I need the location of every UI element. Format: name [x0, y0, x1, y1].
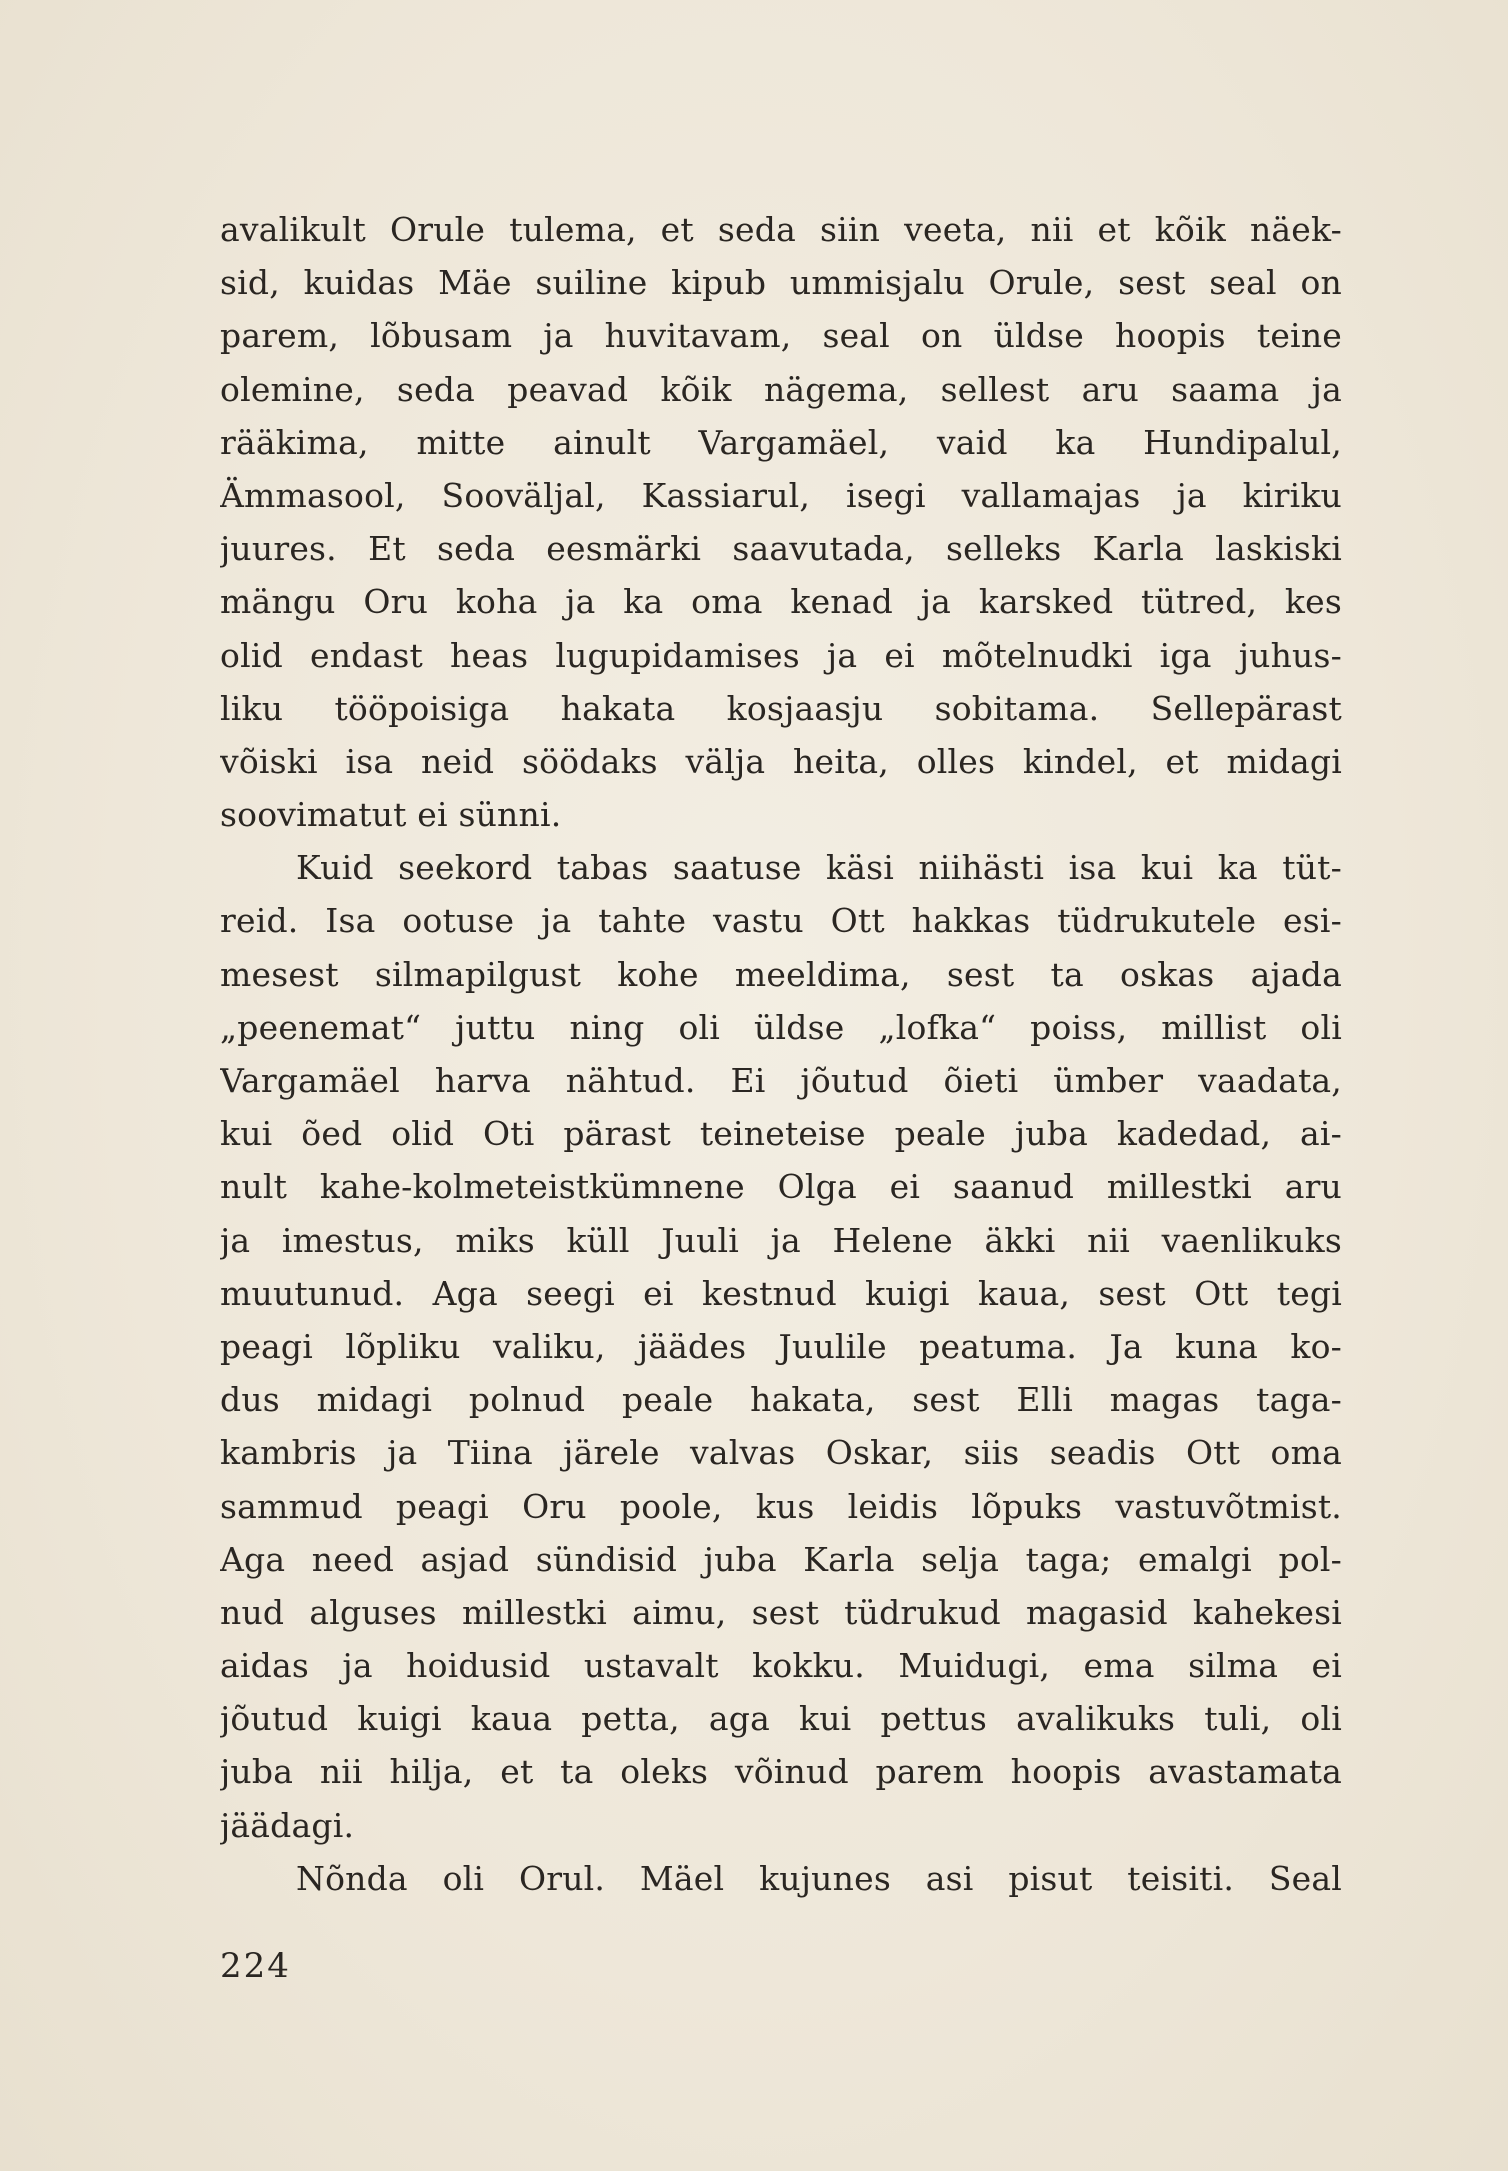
text-line: peagi lõpliku valiku, jäädes Juulile peatuma. Ja kuna ko- — [220, 1326, 1342, 1366]
text-line: olemine, seda peavad kõik nägema, sellest aru saama ja — [220, 369, 1342, 409]
text-line: mesest silmapilgust kohe meeldima, sest ta oskas ajada — [220, 954, 1342, 994]
text-line: ja imestus, miks küll Juuli ja Helene äkki nii vaenlikuks — [220, 1220, 1342, 1260]
text-line: liku tööpoisiga hakata kosjaasju sobitama. Sellepärast — [220, 688, 1342, 728]
text-line: nult kahe-kolmeteistkümnene Olga ei saanud millestki aru — [220, 1167, 1342, 1207]
text-line: sammud peagi Oru poole, kus leidis lõpuks vastuvõtmist. — [220, 1486, 1342, 1526]
text-line: Vargamäel harva nähtud. Ei jõutud õieti ümber vaadata, — [220, 1061, 1342, 1100]
text-line: parem, lõbusam ja huvitavam, seal on üldse hoopis teine — [220, 316, 1342, 356]
body-text — [220, 203, 1342, 1905]
text-line: mängu Oru koha ja ka oma kenad ja karsked tütred, kes — [220, 582, 1342, 622]
text-line: reid. Isa ootuse ja tahte vastu Ott hakkas tüdrukutele esi- — [220, 901, 1342, 941]
text-line: olid endast heas lugupidamises ja ei mõtelnudki iga juhus- — [220, 635, 1342, 675]
text-line: juures. Et seda eesmärki saavutada, selleks Karla laskiski — [220, 529, 1342, 569]
text-line: jõutud kuigi kaua petta, aga kui pettus avalikuks tuli, oli — [220, 1699, 1342, 1739]
text-line: kui õed olid Oti pärast teineteise peale juba kadedad, ai- — [220, 1114, 1342, 1154]
text-line: Aga need asjad sündisid juba Karla selja taga; emalgi pol- — [220, 1539, 1342, 1579]
text-line: Kuid seekord tabas saatuse käsi niihästi isa kui ka tüt- — [296, 848, 1342, 888]
text-line: võiski isa neid söödaks välja heita, olles kindel, et midagi — [220, 741, 1342, 781]
text-line: aidas ja hoidusid ustavalt kokku. Muidugi, ema silma ei — [220, 1646, 1342, 1686]
text-line: nud alguses millestki aimu, sest tüdrukud magasid kahekesi — [220, 1592, 1342, 1632]
text-line: rääkima, mitte ainult Vargamäel, vaid ka Hundipalul, — [220, 422, 1342, 462]
text-line: jäädagi. — [220, 1805, 355, 1845]
text-line: dus midagi polnud peale hakata, sest Elli magas taga- — [220, 1380, 1342, 1420]
text-line: kambris ja Tiina järele valvas Oskar, siis seadis Ott oma — [220, 1433, 1342, 1473]
text-line: Ämmasool, Sooväljal, Kassiarul, isegi vallamajas ja kiriku — [220, 475, 1342, 515]
text-line: sid, kuidas Mäe suiline kipub ummisjalu Orule, sest seal on — [220, 263, 1342, 303]
text-line: muutunud. Aga seegi ei kestnud kuigi kaua, sest Ott tegi — [220, 1273, 1342, 1313]
text-line: soovimatut ei sünni. — [220, 795, 562, 835]
text-line: juba nii hilja, et ta oleks võinud parem hoopis avastamata — [220, 1752, 1342, 1792]
text-line: avalikult Orule tulema, et seda siin veeta, nii et kõik näek- — [220, 210, 1342, 249]
page-number: 224 — [220, 1946, 291, 1986]
text-line: Nõnda oli Orul. Mäel kujunes asi pisut teisiti. Seal — [296, 1858, 1342, 1898]
text-line: „peenemat“ juttu ning oli üldse „lofka“ poiss, millist oli — [220, 1007, 1342, 1047]
